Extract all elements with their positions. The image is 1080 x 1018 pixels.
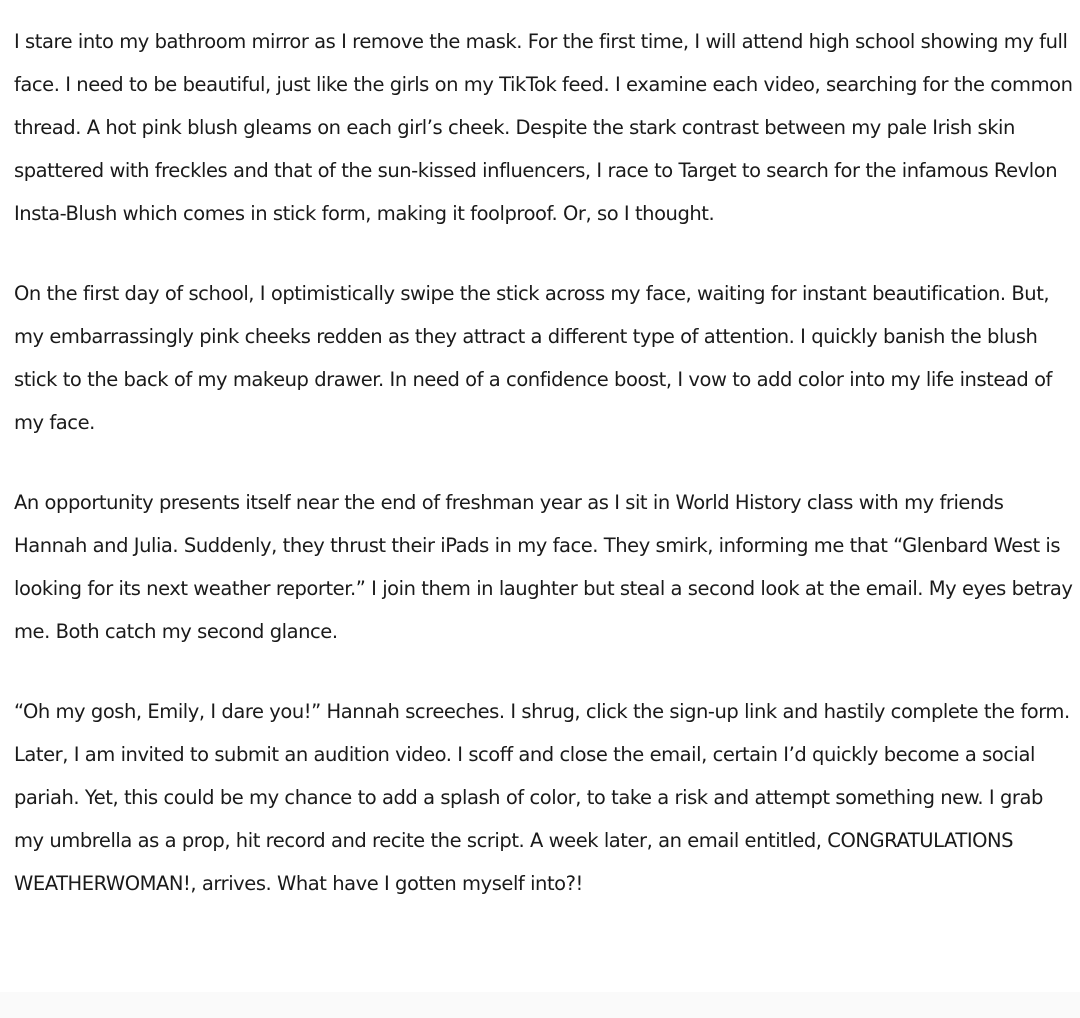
essay-paragraph-3: An opportunity presents itself near the end of freshman year as I sit in World History class with my friends Hannah and Julia. Suddenly, they thrust their iPads in my face. They smirk, informing me that “Glenbard West is looking for its next weather reporter.” I join them in laughter but steal a second look at the email. My eyes betray me. Both catch my second glance. <box>14 491 1073 643</box>
essay-paragraph-1: I stare into my bathroom mirror as I remove the mask. For the first time, I will attend high school showing my full face. I need to be beautiful, just like the girls on my TikTok feed. I examine each video, searching for the common thread. A hot pink blush gleams on each girl’s cheek. Despite the stark contrast between my pale Irish skin spattered with freckles and that of the sun-kissed influencers, I race to Target to search for the infamous Revlon Insta-Blush which comes in stick form, making it foolproof. Or, so I thought. <box>14 30 1073 225</box>
essay-body <box>14 20 1076 942</box>
essay-paragraph-2: On the first day of school, I optimistically swipe the stick across my face, waiting for instant beautification. But, my embarrassingly pink cheeks redden as they attract a different type of attention. I quickly banish the blush stick to the back of my makeup drawer. In need of a confidence boost, I vow to add color into my life instead of my face. <box>14 282 1052 434</box>
essay-paragraph-4: “Oh my gosh, Emily, I dare you!” Hannah screeches. I shrug, click the sign-up link and hastily complete the form. Later, I am invited to submit an audition video. I scoff and close the email, certain I’d quickly become a social pariah. Yet, this could be my chance to add a splash of color, to take a risk and attempt something new. I grab my umbrella as a prop, hit record and recite the script. A week later, an email entitled, CONGRATULATIONS WEATHERWOMAN!, arrives. What have I gotten myself into?! <box>14 700 1070 895</box>
bottom-band <box>0 992 1080 1018</box>
